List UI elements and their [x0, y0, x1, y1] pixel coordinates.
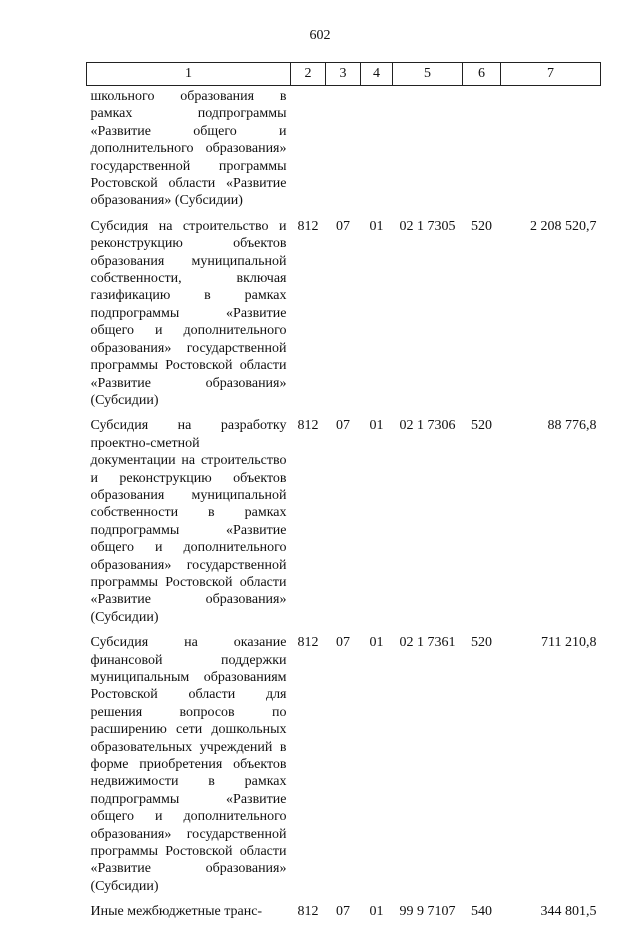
ministry-code — [291, 86, 326, 216]
target-article-code: 02 1 7306 — [399, 418, 456, 434]
column-header: 6 — [463, 63, 501, 86]
subsection-code: 01 — [369, 218, 384, 234]
column-header: 1 — [87, 63, 291, 86]
budget-table — [86, 62, 601, 927]
column-number-header — [87, 63, 601, 86]
column-header: 3 — [326, 63, 361, 86]
subsection-code: 01 — [369, 904, 384, 920]
table-row — [87, 415, 601, 632]
amount: 88 776,8 — [547, 418, 597, 434]
column-header: 4 — [361, 63, 393, 86]
subsection-code: 01 — [369, 418, 384, 434]
table-row — [87, 86, 601, 216]
expense-type-code: 520 — [471, 418, 492, 434]
expense-type-code: 520 — [471, 218, 492, 234]
subsection-code: 01 — [369, 635, 384, 651]
row-description: Иные межбюджетные транс- — [90, 904, 263, 920]
ministry-code: 812 — [297, 904, 319, 920]
target-article-code — [393, 86, 463, 216]
ministry-code: 812 — [297, 418, 319, 434]
ministry-code: 812 — [297, 218, 319, 234]
column-header: 7 — [501, 63, 601, 86]
amount: 2 208 520,7 — [530, 218, 597, 234]
row-description: школьного образования в рамках подпрограммы «Развитие общего и дополнительного образования» государственной программы Ростовской области «Развитие образования» (Субсидии) — [90, 89, 287, 209]
row-description: Субсидия на оказание финансовой поддержки муниципальным образованиям Ростовской области для решения вопросов по расширению сети дошкольных образовательных учреждений в форме приобретения объектов недвижимости в рамках подпрограммы «Развитие общего и дополнительного образования» государственной программы Ростовской области «Развитие образования» (Субсидии) — [90, 635, 287, 894]
section-code: 07 — [336, 635, 350, 651]
expense-type-code: 540 — [471, 904, 492, 920]
amount: 711 210,8 — [541, 635, 597, 651]
expense-type-code — [463, 86, 501, 216]
target-article-code: 02 1 7361 — [399, 635, 456, 651]
table-row — [87, 216, 601, 415]
ministry-code: 812 — [297, 635, 319, 651]
amount — [501, 86, 601, 216]
table-row — [87, 632, 601, 901]
row-description: Субсидия на строительство и реконструкцию объектов образования муниципальной собственности, включая газификацию в рамках подпрограммы «Развитие общего и дополнительного образования» государственной программы Ростовской области «Развитие образования» (Субсидии) — [90, 218, 287, 408]
target-article-code: 99 9 7107 — [399, 904, 456, 920]
section-code: 07 — [336, 218, 350, 234]
page-number: 602 — [309, 28, 331, 43]
section-code: 07 — [336, 418, 350, 434]
column-header: 2 — [291, 63, 326, 86]
target-article-code: 02 1 7305 — [399, 218, 456, 234]
section-code: 07 — [336, 904, 350, 920]
amount: 344 801,5 — [540, 904, 597, 920]
subsection-code — [361, 86, 393, 216]
section-code — [326, 86, 361, 216]
table-row — [87, 901, 601, 926]
expense-type-code: 520 — [471, 635, 492, 651]
row-description: Субсидия на разработку проектно-сметной документации на строительство и реконструкцию объектов образования муниципальной собственности в рамках подпрограммы «Развитие общего и дополнительного образования» государственной программы Ростовской области «Развитие образования» (Субсидии) — [90, 418, 287, 625]
column-header: 5 — [393, 63, 463, 86]
